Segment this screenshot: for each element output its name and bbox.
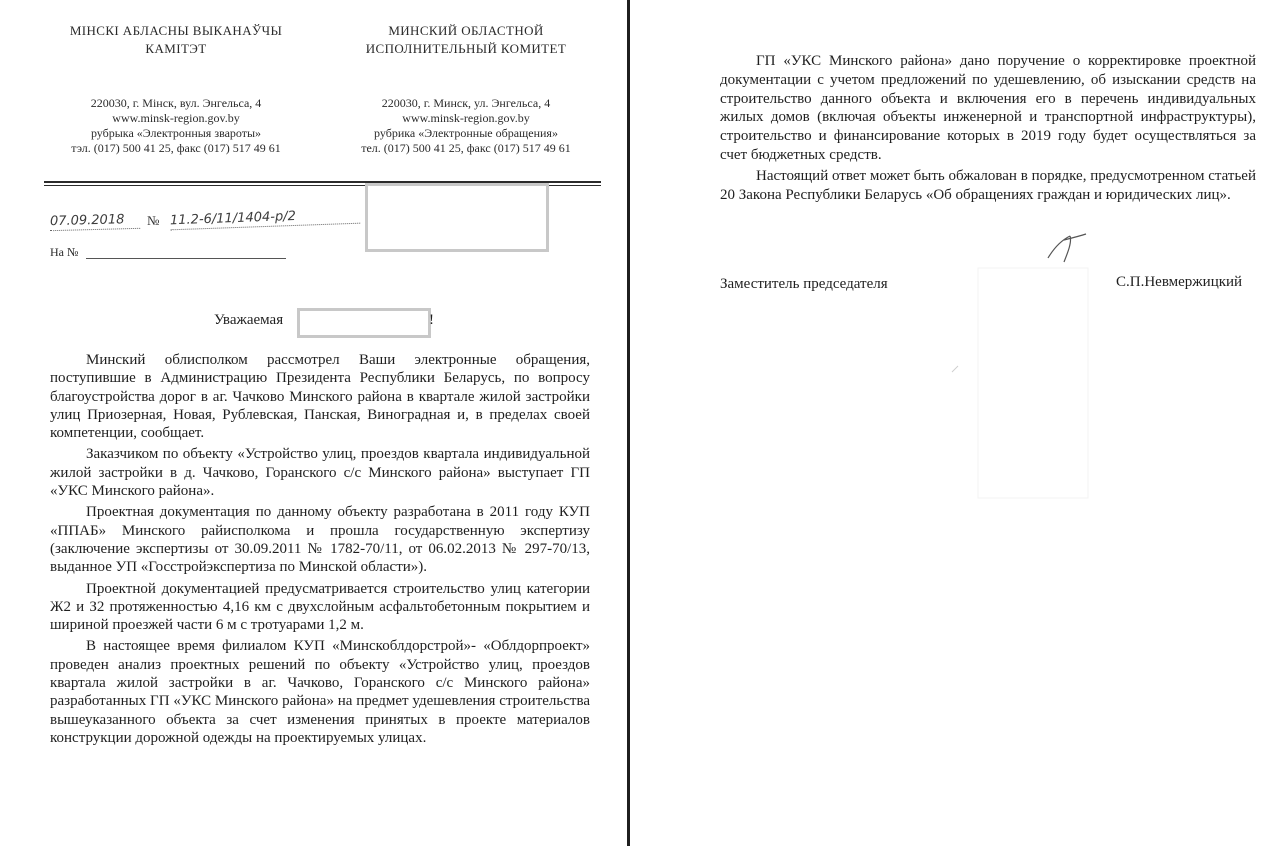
org-name-by-line1: МІНСКІ АБЛАСНЫ ВЫКАНАЎЧЫ	[69, 23, 283, 38]
salutation: Уважаемая	[214, 312, 284, 328]
paragraph: Заказчиком по объекту «Устройство улиц, проездов квартала индивидуальной жилой застройки в д. Чачково, Горанского с/с Минского района» выступает ГП «УКС Минского района».	[50, 446, 590, 500]
address-by-phone: тэл. (017) 500 41 25, факс (017) 517 49 61	[71, 141, 281, 155]
signatory-name: С.П.Невмержицкий	[1116, 274, 1243, 290]
registration-date: 07.09.2018	[50, 212, 140, 231]
letter-body-left	[50, 351, 590, 747]
signatory-title: Заместитель председателя	[720, 276, 888, 292]
address-block-belarusian	[40, 96, 312, 156]
registration-number-label: №	[147, 213, 160, 228]
paragraph: В настоящее время филиалом КУП «Минскоблдорстрой»- «Облдорпроект» проведен анализ проектных решений по объекту «Устройство улиц, проездов квартала жилой застройки в аг. Чачково, Горанского с/с Минского района» разработанных ГП «УКС Минского района» на предмет удешевления строительства вышеуказанного объекта за счет изменения принятых в проекте материалов конструкции дорожной одежды на проектируемых улицах.	[50, 638, 590, 746]
paragraph: Настоящий ответ может быть обжалован в порядке, предусмотренном статьей 20 Закона Республики Беларусь «Об обращениях граждан и юридических лиц».	[720, 167, 1256, 203]
address-ru-website: www.minsk-region.gov.by	[402, 111, 530, 125]
org-name-belarusian	[40, 22, 312, 58]
address-ru-phone: тел. (017) 500 41 25, факс (017) 517 49 61	[361, 141, 571, 155]
address-by-rubric: рубрыка «Электронныя звароты»	[90, 126, 262, 140]
org-name-by-line2: КАМІТЭТ	[145, 41, 207, 56]
address-by-street: 220030, г. Мінск, вул. Энгельса, 4	[90, 96, 262, 110]
letter-page-1	[0, 0, 627, 846]
redacted-addressee-box	[365, 183, 549, 252]
registration-number: 11.2-6/11/1404-р/2	[170, 207, 360, 231]
letter-body-right	[720, 52, 1256, 204]
faint-stamp-icon	[948, 248, 1104, 520]
paragraph: Проектной документацией предусматривается строительство улиц категории Ж2 и З2 протяженностью 4,16 км с двухслойным асфальтобетонным покрытием и шириной проезжей части 6 м с тротуарами 1,2 м.	[50, 580, 590, 634]
paragraph: Минский облисполком рассмотрел Ваши электронные обращения, поступившие в Администрацию Президента Республики Беларусь, по вопросу благоустройства дорог в аг. Чачково Минского района в квартале жилой застройки улиц Приозерная, Новая, Рублевская, Панская, Виноградная и, в пределах своей компетенции, сообщает.	[50, 352, 590, 442]
address-block-russian	[330, 96, 602, 156]
org-name-russian	[330, 22, 602, 58]
address-ru-street: 220030, г. Минск, ул. Энгельса, 4	[381, 96, 551, 110]
reference-number-line	[86, 258, 286, 259]
reference-number-label: На №	[50, 245, 79, 259]
salutation-end: !	[429, 312, 434, 328]
address-ru-rubric: рубрика «Электронные обращения»	[374, 126, 558, 140]
redacted-name-box	[297, 308, 431, 338]
org-name-ru-line2: ИСПОЛНИТЕЛЬНЫЙ КОМИТЕТ	[365, 41, 567, 56]
paragraph: Проектная документация по данному объекту разработана в 2011 году КУП «ППАБ» Минского райисполкома и прошла государственную экспертизу (заключение экспертизы от 30.09.2011 № 1782-70/11, от 06.02.2013 № 297-70/13, выданное УП «Госстройэкспертиза по Минской области»).	[50, 504, 590, 576]
paragraph: ГП «УКС Минского района» дано поручение о корректировке проектной документации с учетом предложений по удешевлению, об изыскании средств на строительство данного объекта и включения его в перечень индивидуальных жилых домов (включая объекты инженерной и транспортной инфраструктуры), строительство и финансирование которых в 2019 году будет осуществляться за счет бюджетных средств.	[720, 53, 1256, 163]
address-by-website: www.minsk-region.gov.by	[112, 111, 240, 125]
org-name-ru-line1: МИНСКИЙ ОБЛАСТНОЙ	[388, 23, 544, 38]
